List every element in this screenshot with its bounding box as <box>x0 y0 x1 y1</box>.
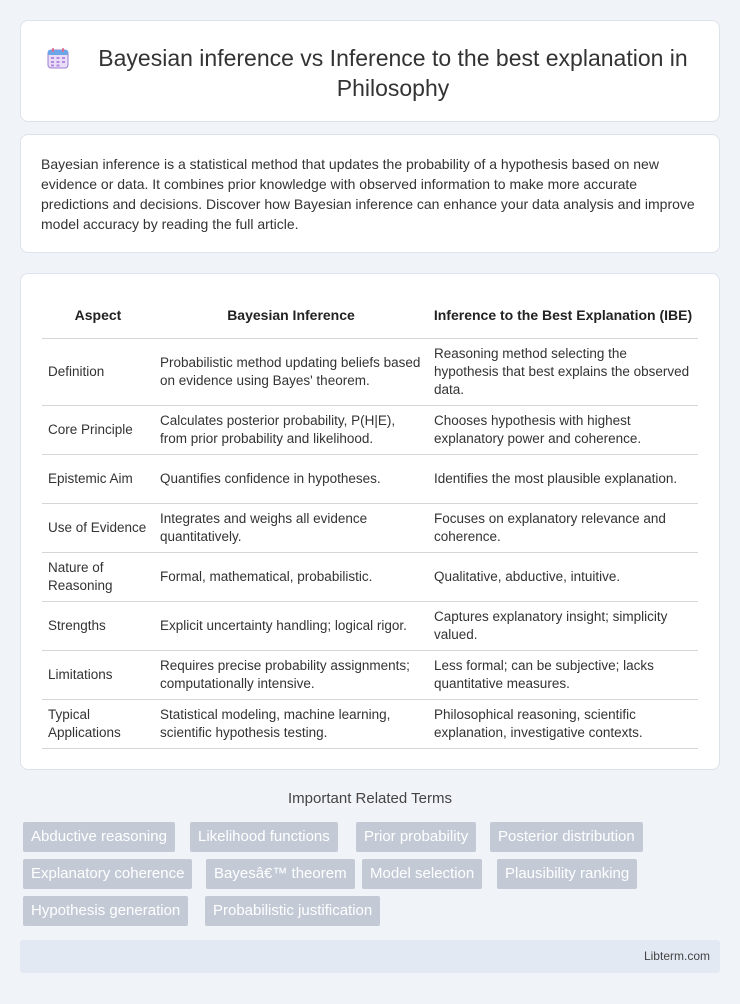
related-term-chip[interactable]: Bayesâ€™ theorem <box>206 859 355 889</box>
column-header: Aspect <box>42 292 154 339</box>
table-cell: Chooses hypothesis with highest explanatory power and coherence. <box>428 406 698 455</box>
table-cell: Probabilistic method updating beliefs based on evidence using Bayes' theorem. <box>154 339 428 406</box>
column-header: Inference to the Best Explanation (IBE) <box>428 292 698 339</box>
calendar-icon <box>47 47 69 69</box>
table-cell: Epistemic Aim <box>42 455 154 504</box>
table-cell: Nature of Reasoning <box>42 553 154 602</box>
table-cell: Focuses on explanatory relevance and coherence. <box>428 504 698 553</box>
table-cell: Use of Evidence <box>42 504 154 553</box>
table-row <box>42 455 698 504</box>
table-row <box>42 602 698 651</box>
related-terms-title: Important Related Terms <box>288 790 452 807</box>
header-card <box>20 20 720 122</box>
page-title: Bayesian inference vs Inference to the best explanation in Philosophy <box>98 45 688 101</box>
related-term-chip[interactable]: Explanatory coherence <box>23 859 192 889</box>
table-row <box>42 406 698 455</box>
table-cell: Requires precise probability assignments; computationally intensive. <box>154 651 428 700</box>
table-row <box>42 339 698 406</box>
table-row <box>42 504 698 553</box>
table-row <box>42 700 698 749</box>
related-term-chip[interactable]: Plausibility ranking <box>497 859 637 889</box>
table-cell: Quantifies confidence in hypotheses. <box>154 455 428 504</box>
comparison-table <box>42 292 698 749</box>
table-cell: Less formal; can be subjective; lacks quantitative measures. <box>428 651 698 700</box>
related-term-chip[interactable]: Prior probability <box>356 822 476 852</box>
table-cell: Definition <box>42 339 154 406</box>
footer-site-link[interactable]: Libterm.com <box>643 949 710 963</box>
related-term-chip[interactable]: Hypothesis generation <box>23 896 188 926</box>
table-cell: Explicit uncertainty handling; logical rigor. <box>154 602 428 651</box>
table-cell: Captures explanatory insight; simplicity valued. <box>428 602 698 651</box>
table-cell: Calculates posterior probability, P(H|E), from prior probability and likelihood. <box>154 406 428 455</box>
table-cell: Strengths <box>42 602 154 651</box>
table-cell: Reasoning method selecting the hypothesis that best explains the observed data. <box>428 339 698 406</box>
table-cell: Statistical modeling, machine learning, scientific hypothesis testing. <box>154 700 428 749</box>
table-cell: Limitations <box>42 651 154 700</box>
table-header-row <box>42 292 698 339</box>
related-term-chip[interactable]: Probabilistic justification <box>205 896 380 926</box>
related-term-chip[interactable]: Likelihood functions <box>190 822 338 852</box>
intro-card <box>20 134 720 253</box>
table-cell: Core Principle <box>42 406 154 455</box>
table-row <box>42 651 698 700</box>
table-cell: Identifies the most plausible explanation. <box>428 455 698 504</box>
intro-text: Bayesian inference is a statistical method that updates the probability of a hypothesis based on new evidence or data. It combines prior knowledge with observed information to make more accurate predictions and decisions. Discover how Bayesian inference can enhance your data analysis and improve model accuracy by reading the full article. <box>41 156 695 232</box>
footer <box>20 940 720 973</box>
related-term-chip[interactable]: Model selection <box>362 859 482 889</box>
table-cell: Integrates and weighs all evidence quantitatively. <box>154 504 428 553</box>
table-cell: Formal, mathematical, probabilistic. <box>154 553 428 602</box>
table-cell: Typical Applications <box>42 700 154 749</box>
related-term-chip[interactable]: Posterior distribution <box>490 822 643 852</box>
related-term-chip[interactable]: Abductive reasoning <box>23 822 175 852</box>
table-cell: Qualitative, abductive, intuitive. <box>428 553 698 602</box>
column-header: Bayesian Inference <box>154 292 428 339</box>
comparison-table-card <box>20 273 720 770</box>
table-cell: Philosophical reasoning, scientific explanation, investigative contexts. <box>428 700 698 749</box>
table-row <box>42 553 698 602</box>
